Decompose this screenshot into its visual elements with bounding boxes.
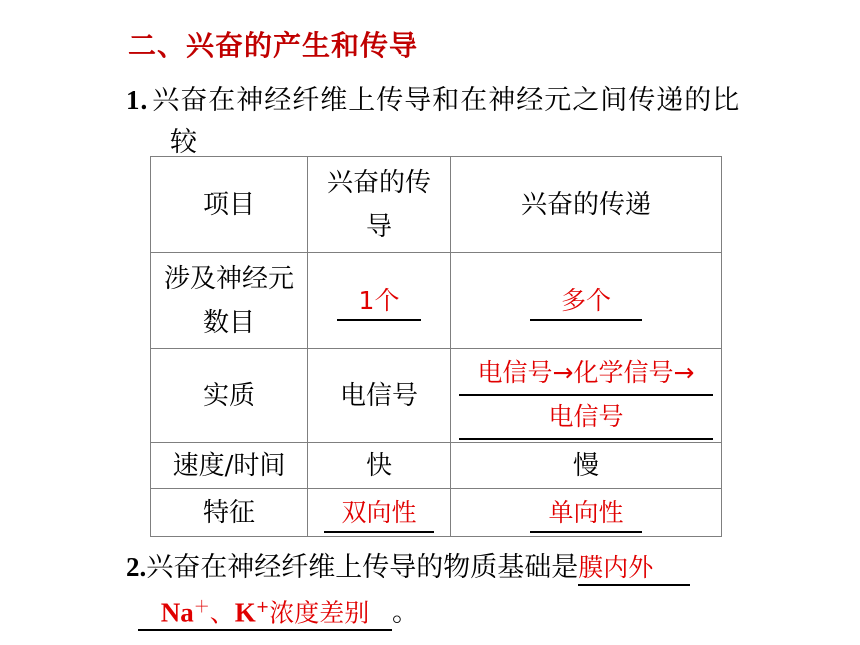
- header-conduction: [308, 157, 451, 253]
- question-1-text: 兴奋在神经纤维上传导和在神经元之间传递的比: [152, 85, 741, 116]
- row-essence-conduction: 电信号: [308, 349, 451, 443]
- answer-blank-4: 双向性: [324, 495, 434, 533]
- question-1-line1: [126, 78, 740, 117]
- row-feature-conduction: [308, 489, 451, 537]
- header-item: 项目: [151, 157, 308, 253]
- answer-plus-2: +: [255, 596, 270, 616]
- row-neurons-conduction: [308, 253, 451, 349]
- header-conduction-line2: 导: [365, 211, 392, 242]
- table-row-essence: [151, 349, 722, 443]
- table-row-speed: [151, 443, 722, 489]
- section-heading: 二、兴奋的产生和传导: [128, 29, 419, 62]
- question-2-line2: [138, 590, 419, 631]
- question-2-number: 2.: [126, 552, 147, 582]
- answer-blank-3-line2: 电信号: [459, 396, 713, 440]
- answer-blank-6a: 膜内外: [578, 552, 690, 586]
- row-feature-label: 特征: [151, 489, 308, 537]
- answer-na: Na: [160, 597, 194, 627]
- answer-blank-2: 多个: [530, 283, 642, 321]
- answer-k: K: [234, 597, 256, 627]
- row-essence-label: 实质: [151, 349, 308, 443]
- row-speed-label: 速度/时间: [151, 443, 308, 489]
- table-row-neurons: [151, 253, 722, 349]
- row-essence-transmission: [451, 349, 722, 443]
- answer-separator: 、: [209, 598, 235, 627]
- answer-rest: 浓度差别: [269, 598, 370, 627]
- row-speed-conduction: 快: [308, 443, 451, 489]
- end-punctuation: 。: [392, 597, 419, 628]
- row-neurons-label-line2: 数目: [202, 307, 255, 338]
- comparison-table: [150, 156, 722, 537]
- header-transmission: 兴奋的传递: [451, 157, 722, 253]
- row-neurons-transmission: [451, 253, 722, 349]
- row-feature-transmission: [451, 489, 722, 537]
- answer-blank-1: 1个: [337, 283, 421, 321]
- question-2-text: 兴奋在神经纤维上传导的物质基础是: [146, 552, 579, 583]
- row-neurons-label-line1: 涉及神经元: [163, 263, 294, 294]
- header-conduction-line1: 兴奋的传: [326, 167, 431, 198]
- answer-blank-3-line1: 电信号→化学信号→: [459, 352, 713, 396]
- table-header-row: [151, 157, 722, 253]
- answer-plus-1: ＋: [193, 596, 210, 616]
- table-row-feature: [151, 489, 722, 537]
- row-speed-transmission: 慢: [451, 443, 722, 489]
- answer-blank-6b: [138, 591, 392, 631]
- question-2-line1: [126, 545, 690, 586]
- question-1-number: 1.: [126, 85, 149, 115]
- answer-blank-5: 单向性: [530, 495, 642, 533]
- question-1-line2: 较: [170, 127, 197, 158]
- row-neurons-label: [151, 253, 308, 349]
